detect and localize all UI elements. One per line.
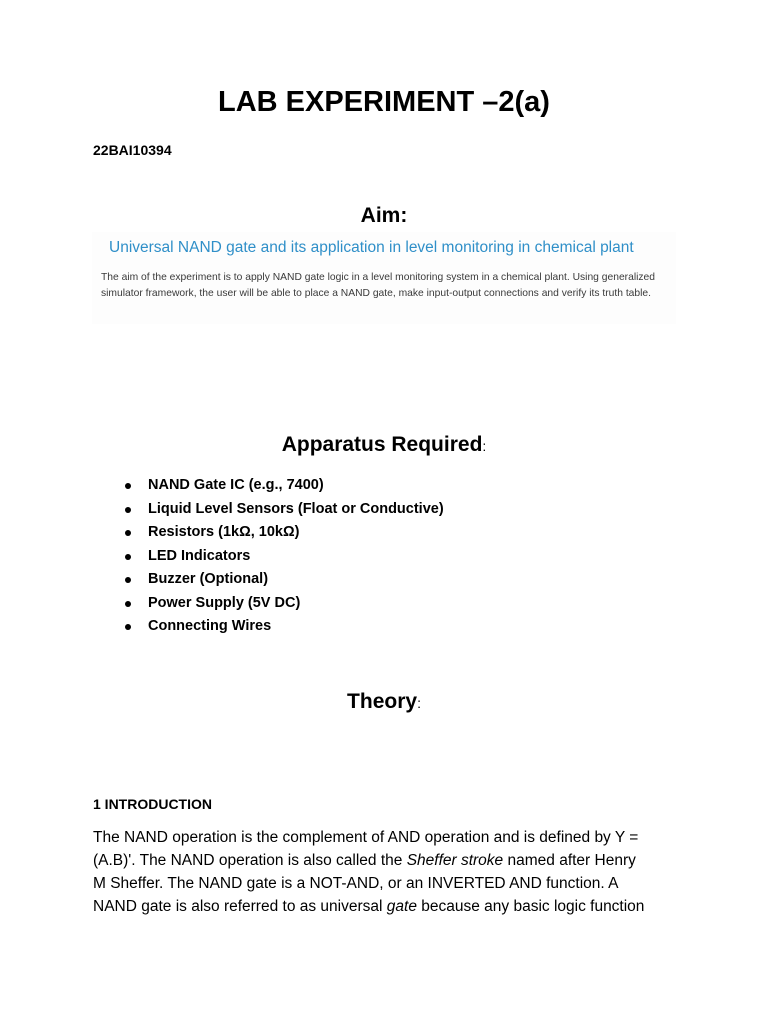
bullet-icon bbox=[125, 554, 131, 560]
list-item bbox=[122, 521, 444, 545]
intro-text-segment: named after Henry bbox=[503, 852, 636, 869]
student-id: 22BAI10394 bbox=[93, 142, 172, 158]
bullet-icon bbox=[125, 483, 131, 489]
aim-heading: Aim: bbox=[360, 204, 408, 227]
intro-paragraph bbox=[93, 826, 683, 918]
intro-line bbox=[93, 895, 683, 918]
list-item bbox=[122, 615, 444, 639]
intro-emphasis: gate bbox=[386, 898, 417, 915]
intro-line: The NAND operation is the complement of AND operation and is defined by Y = bbox=[93, 829, 639, 846]
list-item-label: Resistors (1kΩ, 10kΩ) bbox=[148, 524, 300, 540]
list-item bbox=[122, 498, 444, 522]
intro-heading: 1 INTRODUCTION bbox=[93, 796, 212, 812]
intro-text-segment: because any basic logic function bbox=[416, 898, 645, 915]
aim-image-description: The aim of the experiment is to apply NAND gate logic in a level monitoring system in a chemical plant. Using generalized simulator framework, the user will be able to place a NAND gate, make input-output connections and verify its truth table. bbox=[101, 272, 656, 299]
aim-image bbox=[92, 232, 676, 324]
bullet-icon bbox=[125, 507, 131, 513]
apparatus-heading-text: Apparatus Required bbox=[281, 433, 483, 456]
bullet-icon bbox=[125, 601, 131, 607]
intro-line bbox=[93, 849, 683, 872]
list-item-label: Power Supply (5V DC) bbox=[148, 594, 301, 611]
intro-text-segment: (A.B)'. The NAND operation is also called the bbox=[93, 852, 407, 869]
bullet-icon bbox=[125, 624, 131, 630]
theory-heading bbox=[0, 690, 768, 714]
theory-heading-text: Theory bbox=[347, 690, 418, 713]
list-item-label: Buzzer (Optional) bbox=[148, 571, 269, 587]
bullet-icon bbox=[125, 577, 131, 583]
list-item bbox=[122, 474, 444, 498]
list-item bbox=[122, 568, 444, 592]
list-item bbox=[122, 545, 444, 569]
bullet-icon bbox=[125, 530, 131, 536]
apparatus-list bbox=[122, 474, 444, 639]
apparatus-heading-colon: : bbox=[482, 438, 487, 454]
intro-text-segment: NAND gate is also referred to as universal bbox=[93, 898, 387, 915]
document-title: LAB EXPERIMENT –2(a) bbox=[218, 86, 550, 118]
theory-heading-colon: : bbox=[417, 695, 421, 711]
list-item-label: NAND Gate IC (e.g., 7400) bbox=[148, 477, 324, 493]
apparatus-heading bbox=[0, 433, 768, 457]
list-item-label: Liquid Level Sensors (Float or Conductive) bbox=[148, 500, 444, 517]
list-item-label: Connecting Wires bbox=[148, 618, 272, 634]
list-item bbox=[122, 592, 444, 616]
intro-line: M Sheffer. The NAND gate is a NOT-AND, or an INVERTED AND function. A bbox=[93, 875, 619, 892]
list-item-label: LED Indicators bbox=[148, 547, 251, 564]
intro-emphasis: Sheffer stroke bbox=[406, 852, 504, 869]
aim-image-title: Universal NAND gate and its application in level monitoring in chemical plant bbox=[109, 239, 634, 256]
